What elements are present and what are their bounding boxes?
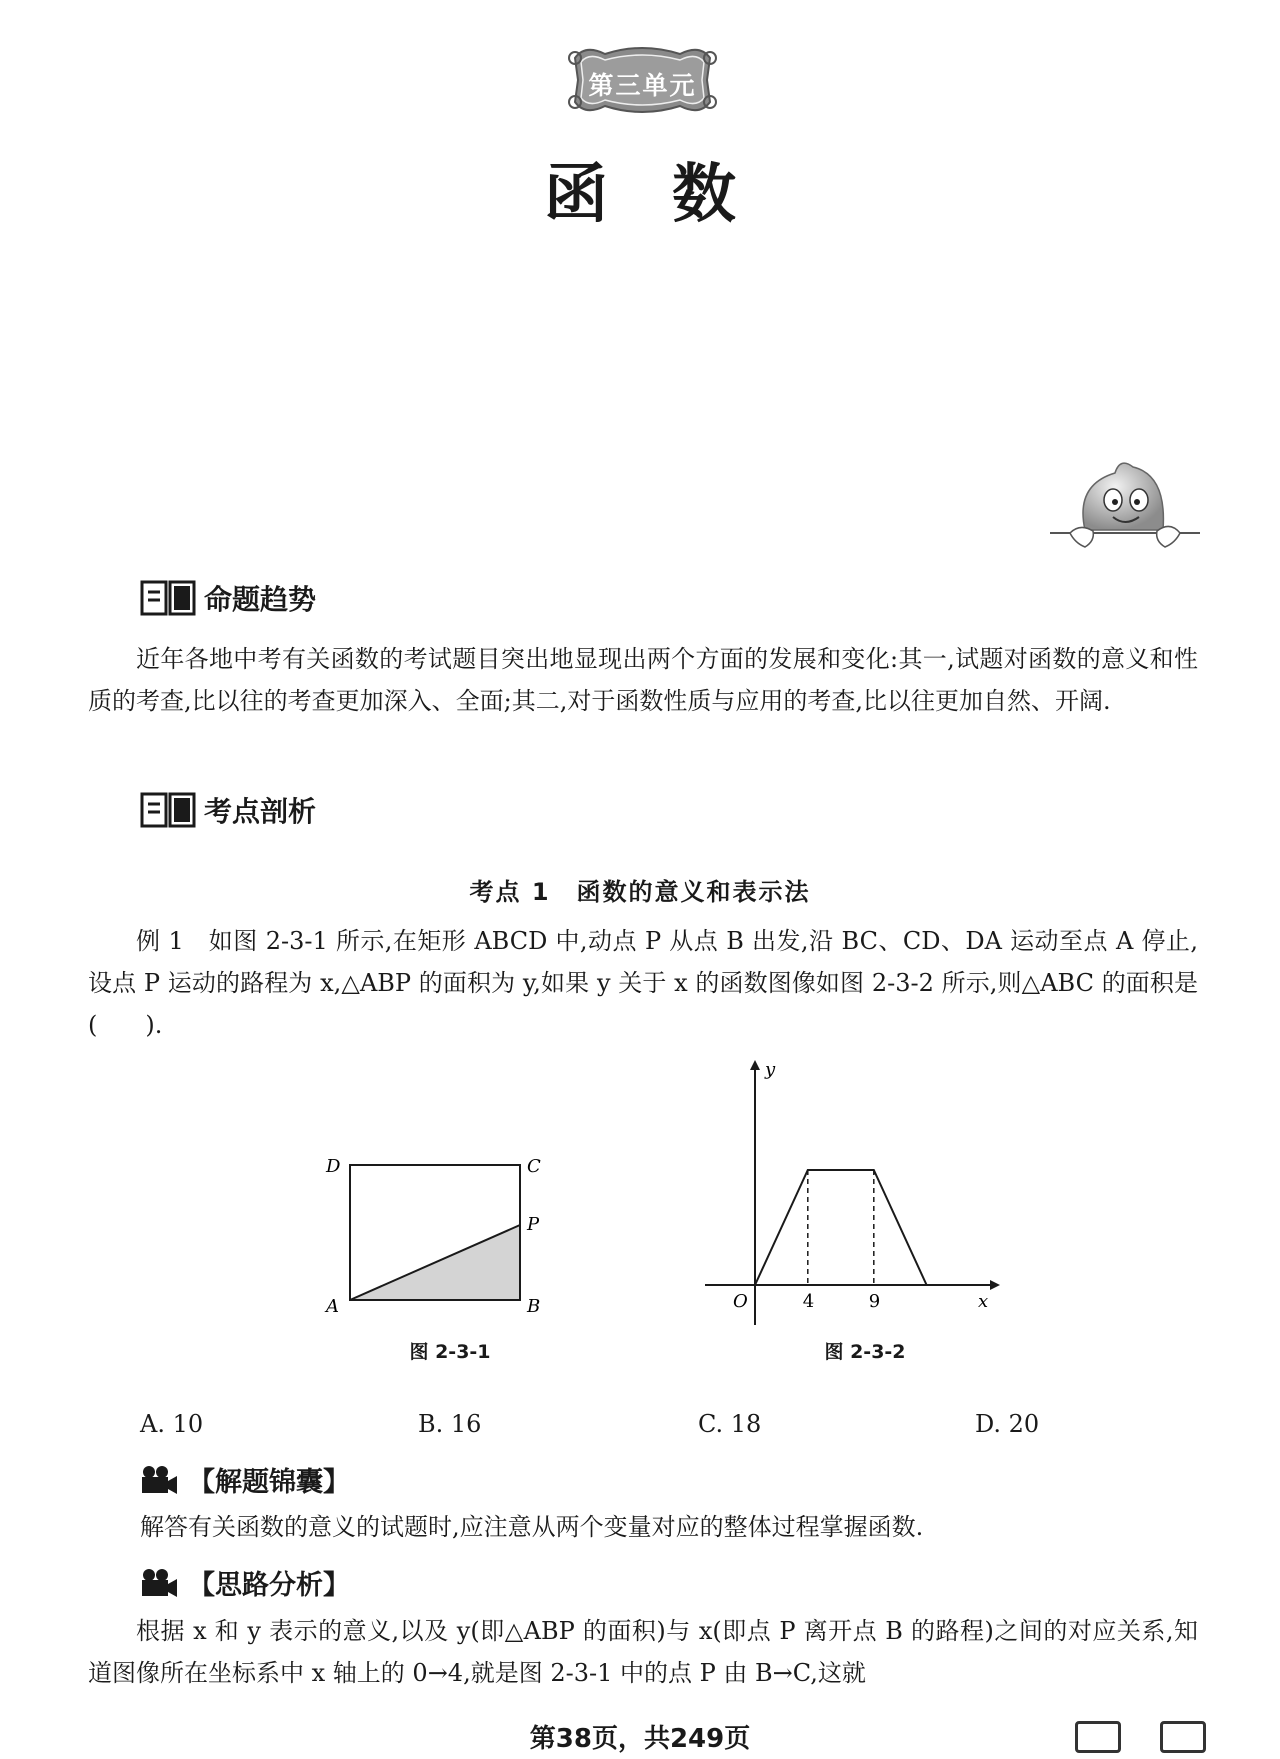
- mascot-icon: [1045, 455, 1205, 555]
- function-graph: [700, 1055, 1000, 1330]
- banner-label: 第三单元: [588, 71, 697, 100]
- choice-c[interactable]: C. 18: [698, 1410, 762, 1438]
- example-paragraph: 例 1 如图 2-3-1 所示,在矩形 ABCD 中,动点 P 从点 B 出发,沿 BC、CD、DA 运动至点 A 停止,设点 P 运动的路程为 x,△ABP 的面积为 y,如果 y 关于 x 的函数图像如图 2-3-2 所示,则△ABC 的面积是( ).: [88, 927, 1198, 1039]
- idea-title: 【思路分析】: [188, 1570, 350, 1601]
- x-tick-label-9: 9: [868, 1291, 881, 1312]
- idea-heading: [140, 1563, 350, 1602]
- unit-banner: [565, 40, 720, 120]
- y-axis-arrow: [750, 1060, 760, 1070]
- y-axis-label: y: [765, 1059, 776, 1080]
- x-tick-label-4: 4: [802, 1291, 815, 1312]
- mascot-illustration: [1045, 455, 1205, 555]
- camera-icon: [140, 1465, 178, 1495]
- corner-decoration: [1075, 1721, 1121, 1753]
- figure-rectangle: [320, 1150, 550, 1320]
- section-title: 命题趋势: [204, 583, 317, 616]
- choice-a[interactable]: A. 10: [140, 1410, 204, 1438]
- tips-heading: [140, 1460, 350, 1499]
- camera-icon: [140, 1568, 178, 1598]
- kaodian-title: 考点 1 函数的意义和表示法: [469, 878, 811, 906]
- figure2-caption: 图 2-3-2: [824, 1341, 906, 1363]
- trend-paragraph: 近年各地中考有关函数的考试题目突出地显现出两个方面的发展和变化:其一,试题对函数的意义和性质的考查,比以往的考查更加深入、全面;其二,对于函数性质与应用的考查,比以往更加自然、开阔.: [88, 645, 1198, 715]
- choice-d[interactable]: D. 20: [975, 1410, 1040, 1438]
- x-axis-arrow: [990, 1280, 1000, 1290]
- origin-label: O: [733, 1291, 748, 1312]
- tips-paragraph: 解答有关函数的意义的试题时,应注意从两个变量对应的整体过程掌握函数.: [140, 1513, 924, 1541]
- book-icon: [140, 578, 196, 618]
- label-c: C: [527, 1156, 541, 1177]
- unit-title: 函数: [544, 158, 800, 232]
- label-d: D: [326, 1156, 341, 1177]
- page-footer: 第38页，共249页: [529, 1724, 751, 1754]
- tips-title: 【解题锦囊】: [188, 1467, 350, 1498]
- figure-function-graph: [700, 1055, 1000, 1330]
- choice-b[interactable]: B. 16: [418, 1410, 482, 1438]
- corner-decoration: [1160, 1721, 1206, 1753]
- x-axis-label: x: [978, 1291, 989, 1312]
- section-title: 考点剖析: [204, 795, 317, 828]
- idea-paragraph: 根据 x 和 y 表示的意义,以及 y(即△ABP 的面积)与 x(即点 P 离开点 B 的路程)之间的对应关系,知道图像所在坐标系中 x 轴上的 0→4,就是图 2-3-1 中的点 P 由 B→C,这就: [88, 1617, 1198, 1687]
- rectangle-diagram: [320, 1150, 550, 1320]
- figure1-caption: 图 2-3-1: [409, 1341, 491, 1363]
- function-line: [755, 1170, 927, 1285]
- label-p: P: [527, 1214, 540, 1235]
- section-heading-analysis: [140, 790, 316, 830]
- label-b: B: [527, 1296, 541, 1317]
- label-a: A: [326, 1296, 339, 1317]
- section-heading-trend: [140, 578, 316, 618]
- book-icon: [140, 790, 196, 830]
